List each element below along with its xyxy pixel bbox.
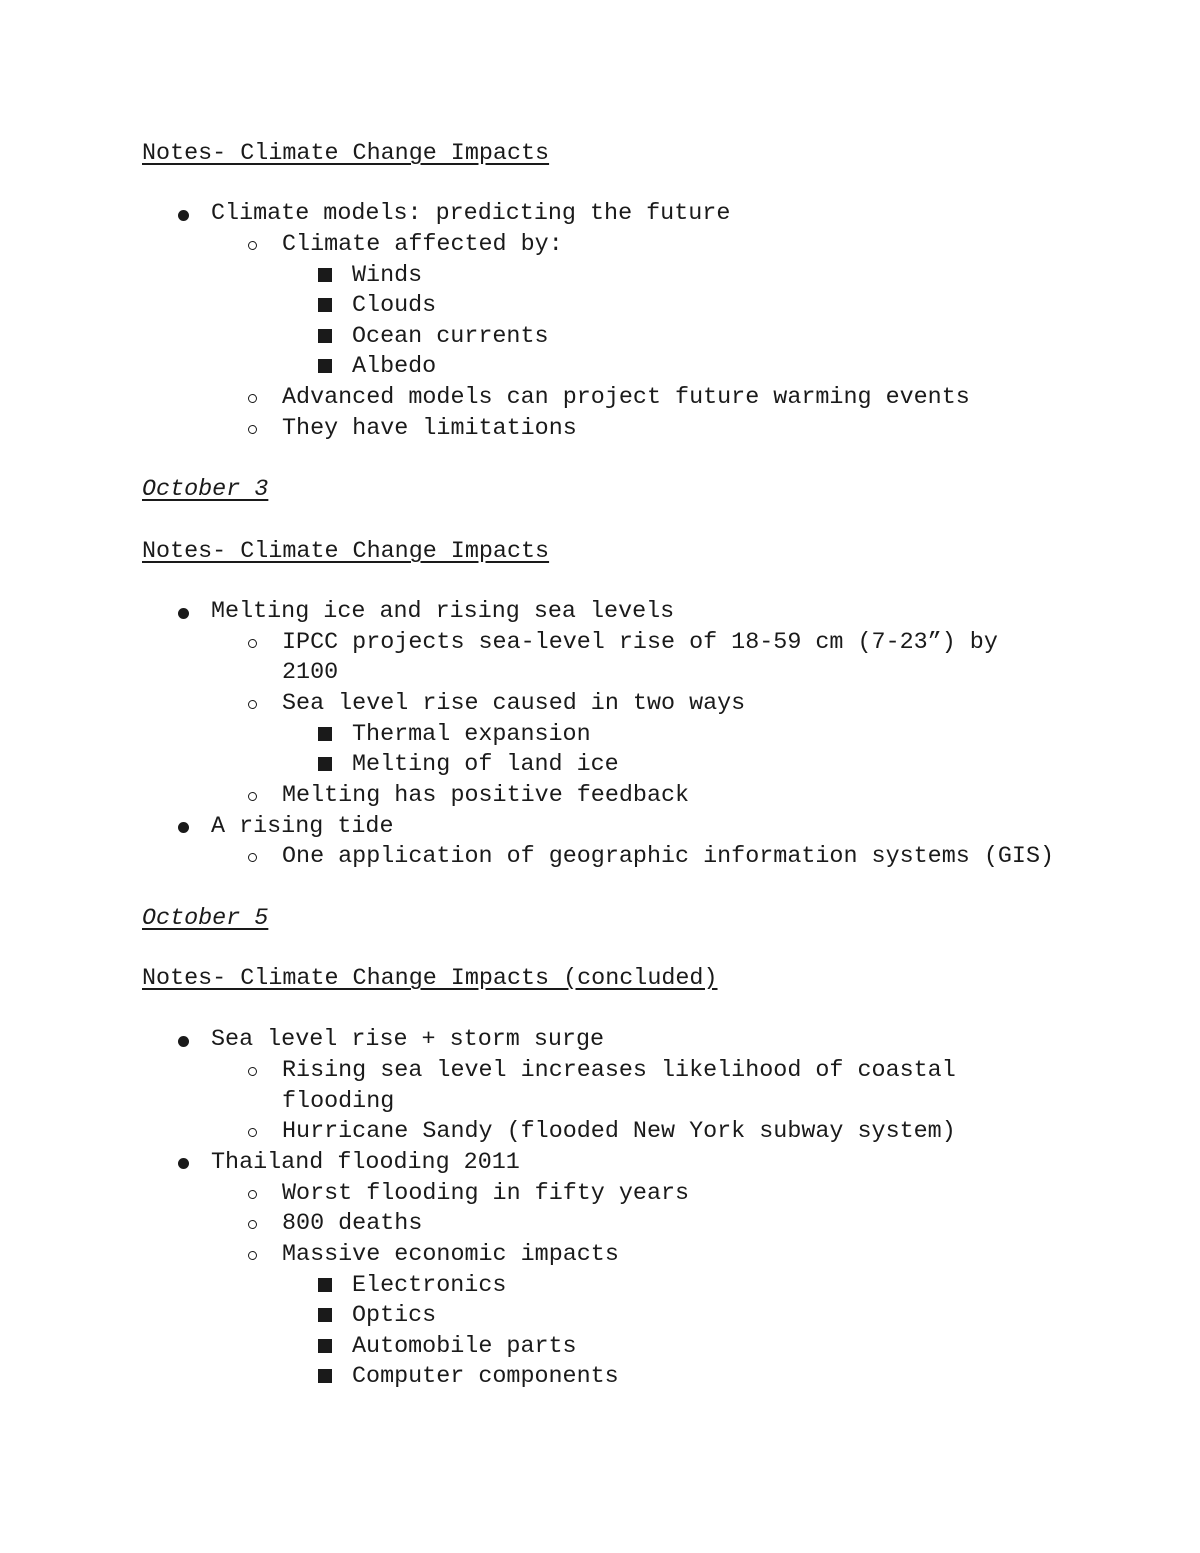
list-item-continuation: 2100 xyxy=(282,660,339,686)
bullet-square-icon xyxy=(318,329,332,343)
bullet-circle-icon xyxy=(248,639,257,648)
list-item: Automobile parts xyxy=(352,1334,577,1360)
bullet-square-icon xyxy=(318,1308,332,1322)
list-item: Sea level rise caused in two ways xyxy=(282,691,746,717)
section-heading: Notes- Climate Change Impacts (concluded) xyxy=(142,966,718,992)
list-item: 800 deaths xyxy=(282,1211,423,1237)
bullet-circle-icon xyxy=(248,853,257,862)
list-item: Worst flooding in fifty years xyxy=(282,1181,690,1207)
date-heading: October 3 xyxy=(142,477,269,503)
list-item: Advanced models can project future warming events xyxy=(282,385,970,411)
bullet-disc-icon xyxy=(178,608,189,619)
section-heading: Notes- Climate Change Impacts xyxy=(142,539,550,565)
list-item: Sea level rise + storm surge xyxy=(211,1027,605,1053)
list-item: Thailand flooding 2011 xyxy=(211,1150,520,1176)
bullet-circle-icon xyxy=(248,394,257,403)
list-item: Melting of land ice xyxy=(352,752,619,778)
bullet-disc-icon xyxy=(178,1036,189,1047)
list-item: A rising tide xyxy=(211,814,394,840)
bullet-square-icon xyxy=(318,757,332,771)
bullet-circle-icon xyxy=(248,792,257,801)
list-item: Climate affected by: xyxy=(282,232,563,258)
list-item: Ocean currents xyxy=(352,324,549,350)
bullet-disc-icon xyxy=(178,1158,189,1169)
bullet-square-icon xyxy=(318,298,332,312)
list-item: Melting has positive feedback xyxy=(282,783,690,809)
bullet-square-icon xyxy=(318,268,332,282)
list-item: Electronics xyxy=(352,1273,507,1299)
bullet-square-icon xyxy=(318,359,332,373)
list-item: They have limitations xyxy=(282,416,577,442)
list-item: Albedo xyxy=(352,354,437,380)
list-item: Melting ice and rising sea levels xyxy=(211,599,675,625)
bullet-circle-icon xyxy=(248,1067,257,1076)
list-item-continuation: flooding xyxy=(282,1089,395,1115)
list-item: Clouds xyxy=(352,293,437,319)
list-item: Massive economic impacts xyxy=(282,1242,619,1268)
date-heading: October 5 xyxy=(142,906,269,932)
bullet-circle-icon xyxy=(248,1190,257,1199)
section-heading: Notes- Climate Change Impacts xyxy=(142,141,550,167)
list-item: Rising sea level increases likelihood of coastal xyxy=(282,1058,956,1084)
bullet-circle-icon xyxy=(248,241,257,250)
list-item: Computer components xyxy=(352,1364,619,1390)
bullet-disc-icon xyxy=(178,822,189,833)
bullet-circle-icon xyxy=(248,1128,257,1137)
bullet-square-icon xyxy=(318,1369,332,1383)
bullet-circle-icon xyxy=(248,425,257,434)
list-item: IPCC projects sea-level rise of 18-59 cm (7-23”) by xyxy=(282,630,998,656)
bullet-disc-icon xyxy=(178,210,189,221)
list-item: Climate models: predicting the future xyxy=(211,201,731,227)
bullet-square-icon xyxy=(318,1339,332,1353)
bullet-circle-icon xyxy=(248,700,257,709)
list-item: Hurricane Sandy (flooded New York subway system) xyxy=(282,1119,956,1145)
bullet-square-icon xyxy=(318,727,332,741)
list-item: Winds xyxy=(352,263,423,289)
list-item: One application of geographic information systems (GIS) xyxy=(282,844,1055,870)
bullet-circle-icon xyxy=(248,1220,257,1229)
bullet-circle-icon xyxy=(248,1251,257,1260)
list-item: Thermal expansion xyxy=(352,722,591,748)
list-item: Optics xyxy=(352,1303,437,1329)
bullet-square-icon xyxy=(318,1278,332,1292)
